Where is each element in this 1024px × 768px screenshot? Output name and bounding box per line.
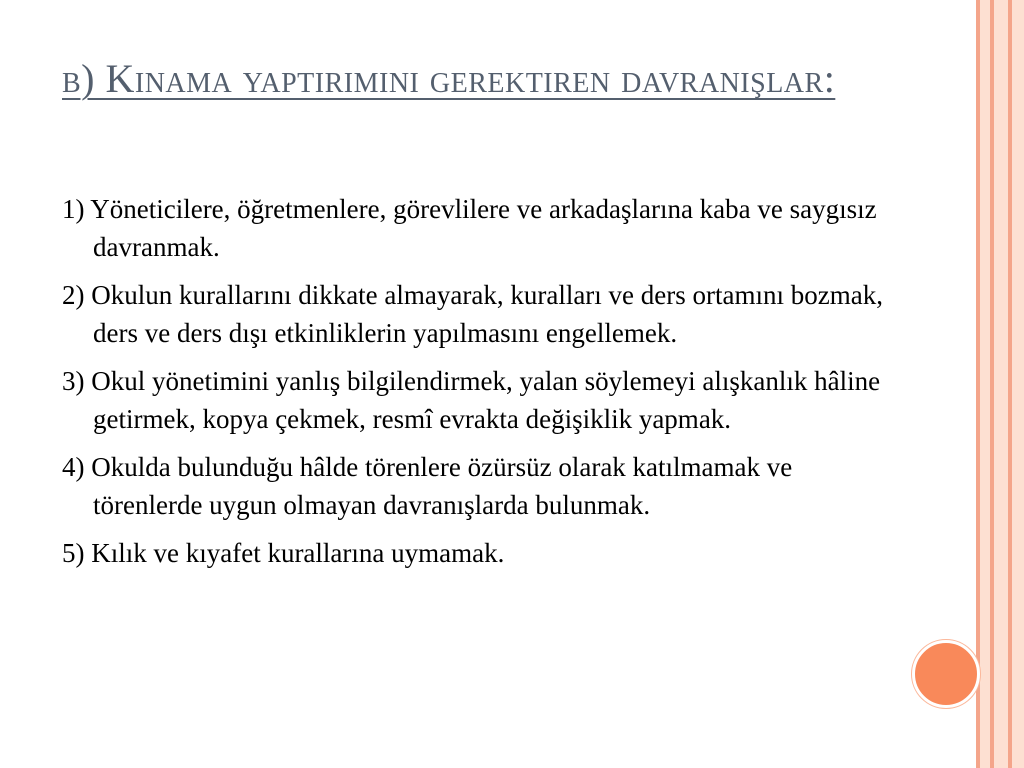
list-item: 5) Kılık ve kıyafet kurallarına uymamak. [62, 538, 505, 568]
list-item: 2) Okulun kurallarını dikkate almayarak, kuralları ve ders ortamını bozmak, ders ve ders dışı etkinliklerin yapılmasını engellemek. [62, 280, 883, 348]
slide-content [62, 190, 892, 582]
list-item: 4) Okulda bulunduğu hâlde törenlere özürsüz olarak katılmamak ve törenlerde uygun olmayan davranışlarda bulunmak. [62, 452, 793, 520]
slide-title: b) Kinama yaptirimini gerektiren davranışlar: [62, 56, 836, 101]
list-item: 1) Yöneticilere, öğretmenlere, görevlilere ve arkadaşlarına kaba ve saygısız davranmak. [62, 194, 877, 262]
stripe [1012, 0, 1024, 768]
list-item: 3) Okul yönetimini yanlış bilgilendirmek, yalan söylemeyi alışkanlık hâline getirmek, kopya çekmek, resmî evrakta değişiklik yapmak. [62, 366, 881, 434]
stripe [980, 0, 990, 768]
stripe [994, 0, 1008, 768]
decorative-circle [912, 640, 980, 708]
decorative-stripes [976, 0, 1024, 768]
